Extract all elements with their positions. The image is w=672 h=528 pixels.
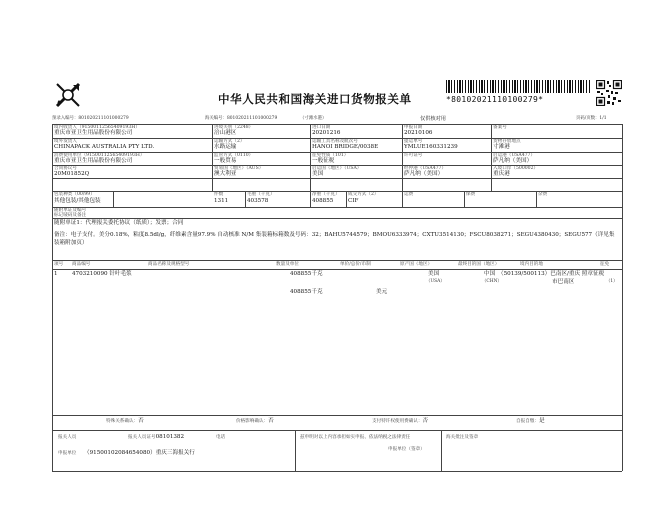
vessel-label: 运输工具名称及航次号 [312,139,358,144]
statement: 兹申明对以上内容承担如实申报、依法纳税之法律责任 [300,435,411,440]
misc-label: 杂费 [538,192,548,197]
vessel-value: HANOI BRIDGE/0038E [312,144,379,150]
import-date-label: 进口日期 [312,125,331,130]
customs-number: 海关编号：801020211101000279 [205,116,278,121]
gross-label: 毛重（千克） [247,192,275,197]
pack-value: 其他包装/其他包装 [54,198,101,204]
approval-label: 海关批注及签章 [446,435,479,440]
entry-port-label: 进境关别（2248） [214,125,254,130]
insurance-label: 保费 [466,192,476,197]
contract-value: 20M01852Q [54,171,90,177]
overseas-value: CHINAPACK AUSTRALIA PTY LTD. [54,144,155,150]
goods-district: （50139/500113）巴南区/重庆 照章征税 [498,271,605,277]
transit-port-label: 经停港（USA477） [404,166,447,171]
page-indicator: 页码/页数：1/1 [576,116,607,121]
freight-label: 运费 [404,192,414,197]
supervision-label: 监管方式（0110） [214,153,254,158]
contract-label: 合同协议号 [54,166,77,171]
overseas-label: 境外发货人 [54,139,77,144]
barcode-text: *80102021110100279* [446,95,544,104]
bl-value: YMLUE160331239 [404,144,458,150]
docs-value: 随附单证1：代理报关委托协议（纸质）；发票；合同 [54,220,184,226]
trade-country-value: 澳大利亚 [214,171,237,177]
port-note: （寸滩水港） [300,116,327,121]
goods-col-origin: 原产国（地区） [400,262,433,267]
remark-value: 备注：电子支付。美分0.18%，粘度8.5dl/g，纤维素含量97.9% 自动核准 N/M 集装箱标箱数及号码：32；BAHU5744579；BMOU6333974；CXTU3514130；FSCU8038271；SEGU4380430；SEGU577（详见集装箱附加页） [54,232,615,246]
terms-label: 成交方式（2） [348,192,379,197]
special-relationship: 特殊关系确认：否 [106,418,144,424]
bl-label: 提运单号 [404,139,423,144]
goods-col-price: 单价/总价/币制 [340,262,371,267]
record-no-label: 备案号 [493,125,507,130]
goods-col-name: 商品名称及规格型号 [148,262,190,267]
pack-label: 包装种类（00/99） [54,192,95,197]
pieces-label: 件数 [214,192,224,197]
entry-place-value: 重庆港 [493,171,510,177]
docs-label: 随附单证及编号 [54,208,87,213]
declarant-id: 报关人员证号08101382 [128,434,185,440]
declarant-label: 报关人员 [58,435,77,440]
goods-duty-code: （1） [606,279,618,284]
price-impact: 价格影响确认：否 [236,418,274,424]
port-label: 启运港（USA477） [493,153,536,158]
goods-origin: 美国 [428,271,440,277]
goods-col-code: 商品编号 [72,262,91,267]
consignee-label: 境内收货人（91500112565409193H） [54,125,140,130]
goods-col-duty: 征免 [600,262,610,267]
user-value: 重庆市亚卫生用品股份有限公司 [54,158,133,164]
declare-date-label: 申报日期 [404,125,423,130]
transport-label: 运输方式（2） [214,139,245,144]
goods-qty-2: 408855千克 [290,289,323,295]
customs-emblem-icon [53,80,83,110]
place-label: 货物存放地点 [493,139,521,144]
qr-code-icon [596,80,622,106]
place-value: 寸滩港 [493,144,510,150]
origin-country-label: 启运国（地区）（USA） [312,166,362,171]
net-value: 408855 [312,198,334,204]
net-label: 净重（千克） [312,192,340,197]
transport-value: 水路运输 [214,144,237,150]
verify-note: 仅供核对用 [420,116,446,122]
transit-port-value: 萨凡纳（美国） [404,171,444,177]
import-date-value: 20201216 [312,130,341,136]
declare-date-value: 20210106 [404,130,433,136]
goods-code-name: 4703210090 针叶毛浆 [72,271,132,277]
self-report: 自报自缴：是 [516,418,545,424]
pieces-value: 1311 [214,198,229,204]
origin-country-value: 美国 [312,171,324,177]
port-value: 萨凡纳（美国） [493,158,533,164]
agent-value: （91500102084654080）重庆三海报关行 [84,450,195,456]
goods-col-no: 项号 [54,262,64,267]
user-label: 消费使用单位（91500112565409193H） [54,153,145,158]
goods-district-2: 市巴南区 [552,279,575,285]
terms-value: CIF [348,198,359,204]
royalty-confirm: 支付特许权使用费确认：否 [372,418,429,424]
levy-label: 征免性质（101） [312,153,349,158]
supervision-value: 一般贸易 [214,158,237,164]
barcode [446,80,591,93]
remark-label: 标记唛码及备注 [54,213,87,218]
agent-label: 申报单位 [58,451,77,456]
license-label: 许可证号 [404,153,423,158]
goods-col-district: 境内目的地 [520,262,543,267]
goods-col-qty: 数量及单位 [276,262,299,267]
goods-dest: 中国 [484,271,496,277]
entry-place-label: 入境口岸（500002） [493,166,539,171]
levy-value: 一般征税 [312,158,335,164]
goods-no: 1 [54,271,58,277]
goods-currency: 美元 [376,289,388,295]
gross-value: 403578 [247,198,269,204]
goods-qty: 408855千克 [290,271,323,277]
goods-dest-code: （CHN） [482,279,502,284]
pre-entry-number: 预录入编号：801020211101000279 [52,116,129,121]
trade-country-label: 贸易国（地区）（AUS） [214,166,264,171]
entry-port-value: 涪山港区 [214,130,237,136]
phone-label: 电话 [216,435,226,440]
page-title: 中华人民共和国海关进口货物报关单 [218,92,412,106]
consignee-value: 重庆市亚卫生用品股份有限公司 [54,130,133,136]
goods-origin-code: （USA） [426,279,445,284]
goods-col-dest: 最终目的国（地区） [458,262,500,267]
agent-seal: 申报单位（签章） [388,447,425,452]
